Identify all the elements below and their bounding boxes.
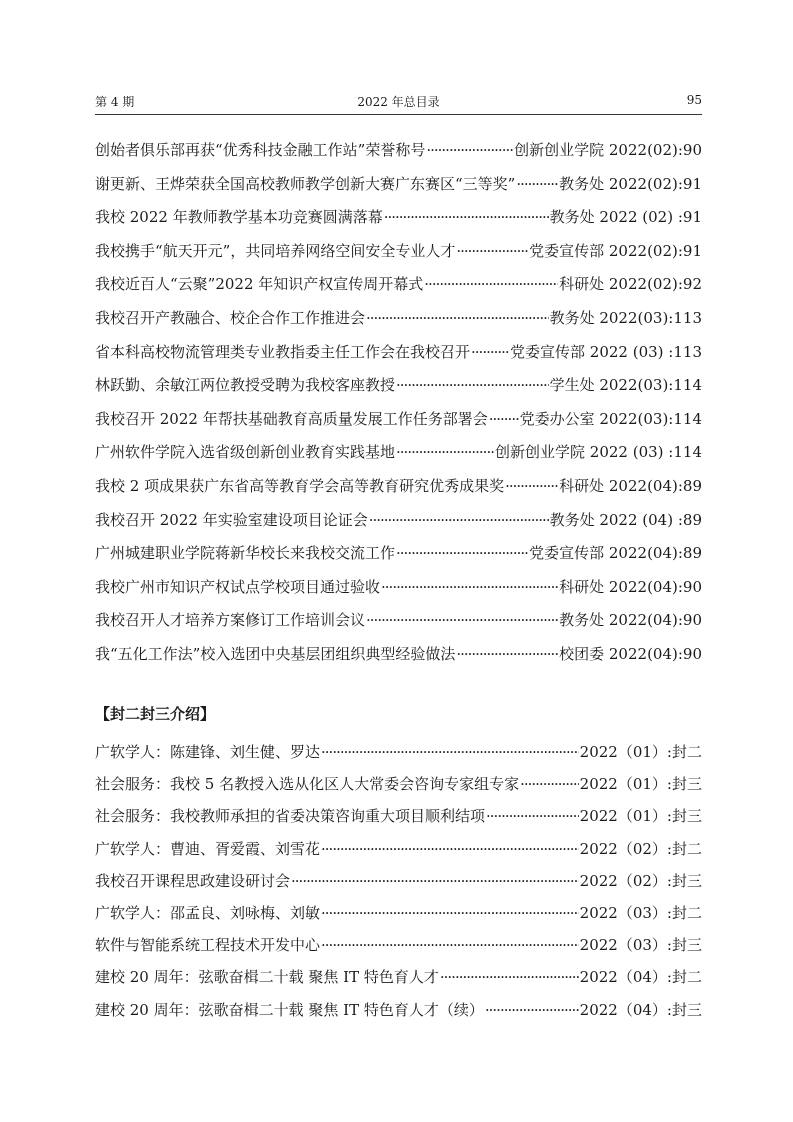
toc-entry — [95, 897, 702, 929]
toc-entry — [95, 929, 702, 961]
toc-entry-reference: 党委宣传部 2022(04):89 — [529, 544, 702, 563]
toc-entry — [95, 571, 702, 605]
dot-leader — [520, 768, 579, 800]
dot-leader — [489, 403, 519, 437]
toc-entry — [95, 800, 702, 832]
toc-entry — [95, 268, 702, 302]
toc-entry-reference: 2022（01）:封三 — [579, 775, 702, 794]
dot-leader — [321, 736, 579, 768]
toc-entry-reference: 2022（04）:封三 — [579, 1000, 702, 1019]
toc-entry-title: 社会服务：我校 5 名教授入选从化区人大常委会咨询专家组专家 — [95, 775, 520, 794]
toc-entry-reference: 2022（03）:封三 — [579, 936, 702, 955]
toc-entry — [95, 235, 702, 269]
toc-entry — [95, 168, 702, 202]
toc-entry-title: 我校携手“航天开元”，共同培养网络空间安全专业人才 — [95, 241, 456, 260]
toc-entry-title: 软件与智能系统工程技术开发中心 — [95, 936, 321, 955]
toc-entry-reference: 教务处 2022(03):113 — [549, 308, 702, 327]
toc-entry — [95, 504, 702, 538]
toc-entry-reference: 科研处 2022(02):92 — [559, 275, 702, 294]
covers-section-heading: 【封二封三介绍】 — [95, 705, 216, 723]
toc-entry-title: 省本科高校物流管理类专业教指委主任工作会在我校召开 — [95, 342, 471, 361]
toc-entry — [95, 865, 702, 897]
running-title: 2022 年总目录 — [357, 95, 440, 109]
toc-entry-title: 林跃勤、余敏江两位教授受聘为我校客座教授 — [95, 376, 396, 395]
toc-entry-title: 广州软件学院入选省级创新创业教育实践基地 — [95, 443, 396, 462]
dot-leader — [486, 800, 579, 832]
toc-entry-title: 我校近百人“云聚”2022 年知识产权宣传周开幕式 — [95, 275, 424, 294]
dot-leader — [456, 638, 558, 672]
toc-entry-title: 我“五化工作法”校入选团中央基层团组织典型经验做法 — [95, 644, 456, 663]
toc-entry-reference: 党委宣传部 2022(02):91 — [529, 241, 702, 260]
page-number: 95 — [686, 93, 702, 107]
toc-entry — [95, 736, 702, 768]
toc-entry-reference: 2022（04）:封二 — [579, 968, 702, 987]
toc-entry-reference: 教务处 2022 (02) :91 — [549, 208, 702, 227]
toc-entry-reference: 2022（01）:封三 — [579, 807, 702, 826]
toc-entry — [95, 436, 702, 470]
toc-entry — [95, 336, 702, 370]
covers-list — [95, 736, 702, 1026]
toc-entry-title: 我校广州市知识产权试点学校项目通过验收 — [95, 577, 381, 596]
issue-number: 第 4 期 — [95, 95, 135, 109]
toc-entry-title: 建校 20 周年：弦歌奋楫二十载 聚焦 IT 特色育人才（续） — [95, 1000, 484, 1019]
dot-leader — [396, 537, 528, 571]
toc-entry-reference: 校团委 2022(04):90 — [559, 644, 702, 663]
toc-entry-title: 我校 2 项成果获广东省高等教育学会高等教育研究优秀成果奖 — [95, 476, 505, 495]
toc-entry-title: 谢更新、王烨荣获全国高校教师教学创新大赛广东赛区“三等奖” — [95, 174, 516, 193]
toc-entry-title: 社会服务：我校教师承担的省委决策咨询重大项目顺利结项 — [95, 807, 486, 826]
news-list — [95, 134, 702, 672]
dot-leader — [396, 369, 549, 403]
toc-entry-title: 我校召开产教融合、校企合作工作推进会 — [95, 308, 366, 327]
toc-entry — [95, 833, 702, 865]
toc-entry — [95, 961, 702, 993]
dot-leader — [321, 929, 579, 961]
toc-entry-reference: 教务处 2022 (04) :89 — [549, 510, 702, 529]
dot-leader — [381, 571, 558, 605]
toc-entry-reference: 2022（03）:封二 — [579, 903, 702, 922]
dot-leader — [424, 268, 558, 302]
toc-entry-reference: 2022（01）:封二 — [579, 743, 702, 761]
toc-entry-reference: 科研处 2022(04):90 — [559, 577, 702, 596]
toc-entry-title: 我校召开人才培养方案修订工作培训会议 — [95, 611, 366, 630]
dot-leader — [485, 994, 579, 1026]
toc-entry-title: 广软学人：曹迪、胥爱霞、刘雪花 — [95, 839, 321, 858]
toc-entry-reference: 党委办公室 2022(03):114 — [519, 409, 702, 428]
toc-entry-title: 建校 20 周年：弦歌奋楫二十载 聚焦 IT 特色育人才 — [95, 968, 439, 987]
dot-leader — [471, 336, 509, 370]
toc-entry-reference: 科研处 2022(04):89 — [559, 476, 702, 495]
toc-entry-reference: 教务处 2022(04):90 — [559, 611, 702, 630]
dot-leader — [366, 302, 549, 336]
dot-leader — [396, 436, 494, 470]
dot-leader — [505, 470, 558, 504]
page-header — [95, 93, 702, 115]
toc-entry-reference: 创新创业学院 2022 (03) :114 — [495, 443, 702, 462]
dot-leader — [516, 168, 558, 202]
dot-leader — [426, 134, 513, 168]
toc-entry — [95, 768, 702, 800]
header-rule — [95, 114, 702, 115]
dot-leader — [291, 865, 579, 897]
dot-leader — [321, 897, 579, 929]
toc-entry — [95, 638, 702, 672]
dot-leader — [369, 504, 549, 538]
toc-entry-title: 我校召开 2022 年实验室建设项目论证会 — [95, 510, 368, 529]
toc-entry-title: 我校 2022 年教师教学基本功竞赛圆满落幕 — [95, 208, 383, 227]
toc-entry — [95, 403, 702, 437]
dot-leader — [440, 961, 579, 993]
dot-leader — [384, 201, 549, 235]
toc-entry-title: 创始者俱乐部再获“优秀科技金融工作站”荣誉称号 — [95, 141, 426, 159]
toc-entry — [95, 994, 702, 1026]
toc-entry — [95, 470, 702, 504]
toc-entry-reference: 2022（02）:封三 — [579, 871, 702, 890]
toc-entry — [95, 302, 702, 336]
toc-entry-title: 我校召开 2022 年帮扶基础教育高质量发展工作任务部署会 — [95, 409, 488, 428]
dot-leader — [366, 604, 558, 638]
toc-entry-title: 广软学人：邵孟良、刘咏梅、刘敏 — [95, 903, 321, 922]
toc-entry-title: 我校召开课程思政建设研讨会 — [95, 871, 291, 890]
toc-entry-reference: 教务处 2022(02):91 — [559, 174, 702, 193]
toc-entry-title: 广州城建职业学院蒋新华校长来我校交流工作 — [95, 544, 396, 563]
toc-entry-title: 广软学人：陈建锋、刘生健、罗达 — [95, 743, 321, 761]
toc-entry-reference: 创新创业学院 2022(02):90 — [514, 141, 702, 159]
toc-entry — [95, 134, 702, 168]
toc-entry-reference: 2022（02）:封二 — [579, 839, 702, 858]
toc-entry — [95, 537, 702, 571]
dot-leader — [456, 235, 528, 269]
toc-entry-reference: 党委宣传部 2022 (03) :113 — [510, 342, 702, 361]
toc-entry-reference: 学生处 2022(03):114 — [549, 376, 702, 395]
dot-leader — [321, 833, 579, 865]
toc-entry — [95, 369, 702, 403]
toc-entry — [95, 201, 702, 235]
toc-entry — [95, 604, 702, 638]
